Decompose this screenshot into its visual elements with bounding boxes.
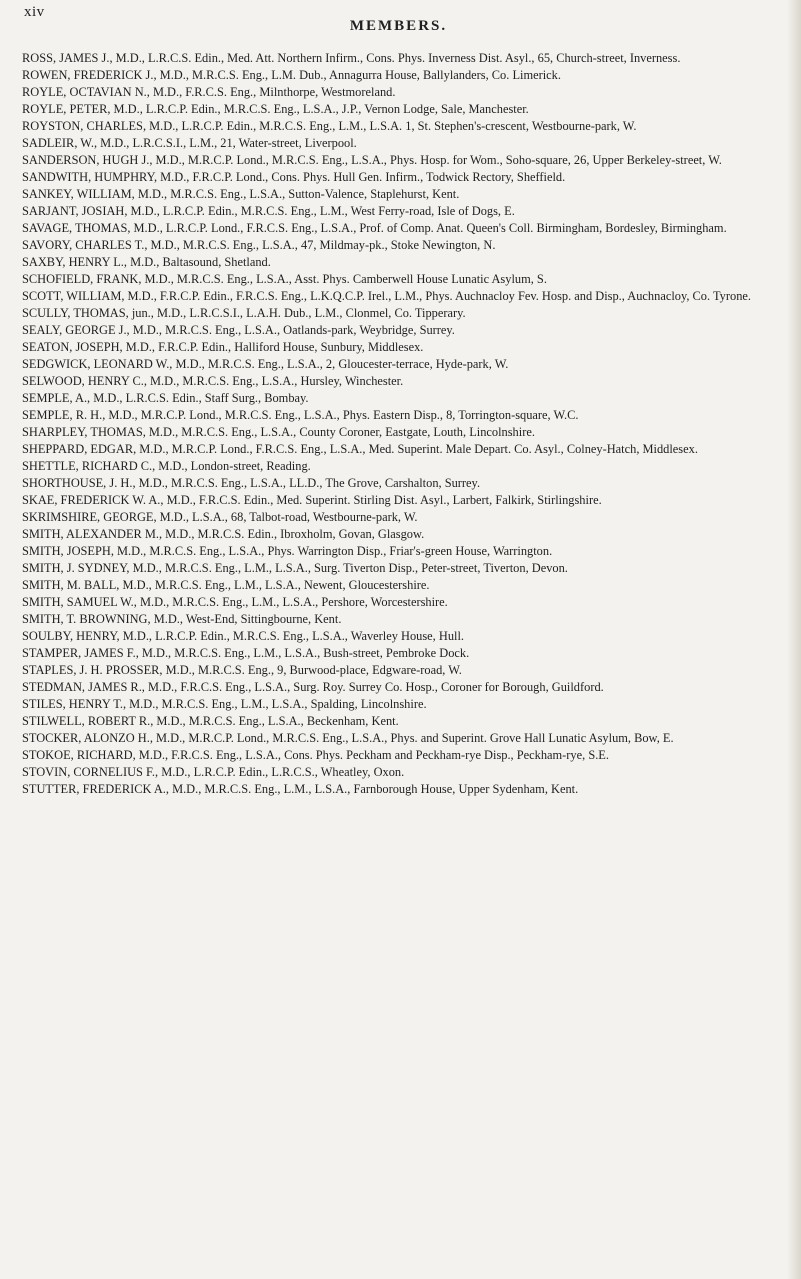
member-entry: SEMPLE, A., M.D., L.R.C.S. Edin., Staff Surg., Bombay. (22, 391, 309, 405)
member-entry: SKAE, FREDERICK W. A., M.D., F.R.C.S. Edin., Med. Superint. Stirling Dist. Asyl., Larbert, Falkirk, Stirlingshire. (22, 493, 602, 507)
member-entry: SHETTLE, RICHARD C., M.D., London-street, Reading. (22, 459, 311, 473)
member-entry: SKRIMSHIRE, GEORGE, M.D., L.S.A., 68, Talbot-road, Westbourne-park, W. (22, 510, 418, 524)
member-entry: SCHOFIELD, FRANK, M.D., M.R.C.S. Eng., L.S.A., Asst. Phys. Camberwell House Lunatic Asylum, S. (22, 272, 547, 286)
member-entry: SMITH, ALEXANDER M., M.D., M.R.C.S. Edin., Ibroxholm, Govan, Glasgow. (22, 527, 425, 541)
member-entry: SAVAGE, THOMAS, M.D., L.R.C.P. Lond., F.R.C.S. Eng., L.S.A., Prof. of Comp. Anat. Queen's Coll. Birmingham, Bordesley, Birmingham. (22, 221, 727, 235)
member-entry: ROSS, JAMES J., M.D., L.R.C.S. Edin., Med. Att. Northern Infirm., Cons. Phys. Inverness Dist. Asyl., 65, Church-street, Inverness. (22, 51, 681, 65)
member-entry: STUTTER, FREDERICK A., M.D., M.R.C.S. Eng., L.M., L.S.A., Farnborough House, Upper Sydenham, Kent. (22, 782, 579, 796)
member-entry: ROYLE, OCTAVIAN N., M.D., F.R.C.S. Eng., Milnthorpe, Westmoreland. (22, 85, 396, 99)
member-entry: STOKOE, RICHARD, M.D., F.R.C.S. Eng., L.S.A., Cons. Phys. Peckham and Peckham-rye Disp., Peckham-rye, S.E. (22, 748, 609, 762)
member-entry: SEMPLE, R. H., M.D., M.R.C.P. Lond., M.R.C.S. Eng., L.S.A., Phys. Eastern Disp., 8, Torrington-square, W.C. (22, 408, 579, 422)
member-entry: SMITH, M. BALL, M.D., M.R.C.S. Eng., L.M., L.S.A., Newent, Gloucestershire. (22, 578, 430, 592)
member-entry: STILWELL, ROBERT R., M.D., M.R.C.S. Eng., L.S.A., Beckenham, Kent. (22, 714, 399, 728)
member-entry: STAMPER, JAMES F., M.D., M.R.C.S. Eng., L.M., L.S.A., Bush-street, Pembroke Dock. (22, 646, 470, 660)
member-entry: SCOTT, WILLIAM, M.D., F.R.C.P. Edin., F.R.C.S. Eng., L.K.Q.C.P. Irel., L.M., Phys. Auchnacloy Fev. Hosp. and Disp., Auchnacloy, Co. Tyrone. (22, 289, 751, 303)
member-entry: SMITH, J. SYDNEY, M.D., M.R.C.S. Eng., L.M., L.S.A., Surg. Tiverton Disp., Peter-street, Tiverton, Devon. (22, 561, 568, 575)
member-entry: STAPLES, J. H. PROSSER, M.D., M.R.C.S. Eng., 9, Burwood-place, Edgware-road, W. (22, 663, 462, 677)
member-list (22, 50, 775, 798)
member-entry: ROWEN, FREDERICK J., M.D., M.R.C.S. Eng., L.M. Dub., Annagurra House, Ballylanders, Co. Limerick. (22, 68, 561, 82)
member-entry: SHORTHOUSE, J. H., M.D., M.R.C.S. Eng., L.S.A., LL.D., The Grove, Carshalton, Surrey. (22, 476, 481, 490)
member-entry: SEDGWICK, LEONARD W., M.D., M.R.C.S. Eng., L.S.A., 2, Gloucester-terrace, Hyde-park, W. (22, 357, 509, 371)
member-entry: STOVIN, CORNELIUS F., M.D., L.R.C.P. Edin., L.R.C.S., Wheatley, Oxon. (22, 765, 405, 779)
page-header (22, 4, 775, 54)
member-entry: SANDERSON, HUGH J., M.D., M.R.C.P. Lond., M.R.C.S. Eng., L.S.A., Phys. Hosp. for Wom., Soho-square, 26, Upper Berkeley-street, W. (22, 153, 722, 167)
member-entry: STILES, HENRY T., M.D., M.R.C.S. Eng., L.M., L.S.A., Spalding, Lincolnshire. (22, 697, 427, 711)
member-entry: ROYSTON, CHARLES, M.D., L.R.C.P. Edin., M.R.C.S. Eng., L.M., L.S.A. 1, St. Stephen's-crescent, Westbourne-park, W. (22, 119, 637, 133)
member-entry: SELWOOD, HENRY C., M.D., M.R.C.S. Eng., L.S.A., Hursley, Winchester. (22, 374, 404, 388)
member-entry: SMITH, JOSEPH, M.D., M.R.C.S. Eng., L.S.A., Phys. Warrington Disp., Friar's-green House, Warrington. (22, 544, 553, 558)
member-entry: STEDMAN, JAMES R., M.D., F.R.C.S. Eng., L.S.A., Surg. Roy. Surrey Co. Hosp., Coroner for Borough, Guildford. (22, 680, 604, 694)
running-head: MEMBERS. (349, 18, 448, 34)
member-entry: SEATON, JOSEPH, M.D., F.R.C.P. Edin., Halliford House, Sunbury, Middlesex. (22, 340, 424, 354)
member-entry: SANDWITH, HUMPHRY, M.D., F.R.C.P. Lond., Cons. Phys. Hull Gen. Infirm., Todwick Rectory, Sheffield. (22, 170, 566, 184)
page-edge-shadow (787, 0, 801, 1279)
member-entry: SHARPLEY, THOMAS, M.D., M.R.C.S. Eng., L.S.A., County Coroner, Eastgate, Louth, Lincolnshire. (22, 425, 535, 439)
member-entry: SAVORY, CHARLES T., M.D., M.R.C.S. Eng., L.S.A., 47, Mildmay-pk., Stoke Newington, N. (22, 238, 496, 252)
member-entry: SARJANT, JOSIAH, M.D., L.R.C.P. Edin., M.R.C.S. Eng., L.M., West Ferry-road, Isle of Dogs, E. (22, 204, 515, 218)
member-entry: SHEPPARD, EDGAR, M.D., M.R.C.P. Lond., F.R.C.S. Eng., L.S.A., Med. Superint. Male Depart. Co. Asyl., Colney-Hatch, Middlesex. (22, 442, 698, 456)
member-entry: SADLEIR, W., M.D., L.R.C.S.I., L.M., 21, Water-street, Liverpool. (22, 136, 357, 150)
member-entry: ROYLE, PETER, M.D., L.R.C.P. Edin., M.R.C.S. Eng., L.S.A., J.P., Vernon Lodge, Sale, Manchester. (22, 102, 529, 116)
page-number: xiv (24, 4, 45, 20)
member-entry: SCULLY, THOMAS, jun., M.D., L.R.C.S.I., L.A.H. Dub., L.M., Clonmel, Co. Tipperary. (22, 306, 466, 320)
member-entry: SMITH, T. BROWNING, M.D., West-End, Sittingbourne, Kent. (22, 612, 342, 626)
member-entry: STOCKER, ALONZO H., M.D., M.R.C.P. Lond., M.R.C.S. Eng., L.S.A., Phys. and Superint. Grove Hall Lunatic Asylum, Bow, E. (22, 731, 674, 745)
member-entry: SAXBY, HENRY L., M.D., Baltasound, Shetland. (22, 255, 271, 269)
member-entry: SMITH, SAMUEL W., M.D., M.R.C.S. Eng., L.M., L.S.A., Pershore, Worcestershire. (22, 595, 448, 609)
member-entry: SEALY, GEORGE J., M.D., M.R.C.S. Eng., L.S.A., Oatlands-park, Weybridge, Surrey. (22, 323, 455, 337)
member-entry: SOULBY, HENRY, M.D., L.R.C.P. Edin., M.R.C.S. Eng., L.S.A., Waverley House, Hull. (22, 629, 464, 643)
member-entry: SANKEY, WILLIAM, M.D., M.R.C.S. Eng., L.S.A., Sutton-Valence, Staplehurst, Kent. (22, 187, 460, 201)
